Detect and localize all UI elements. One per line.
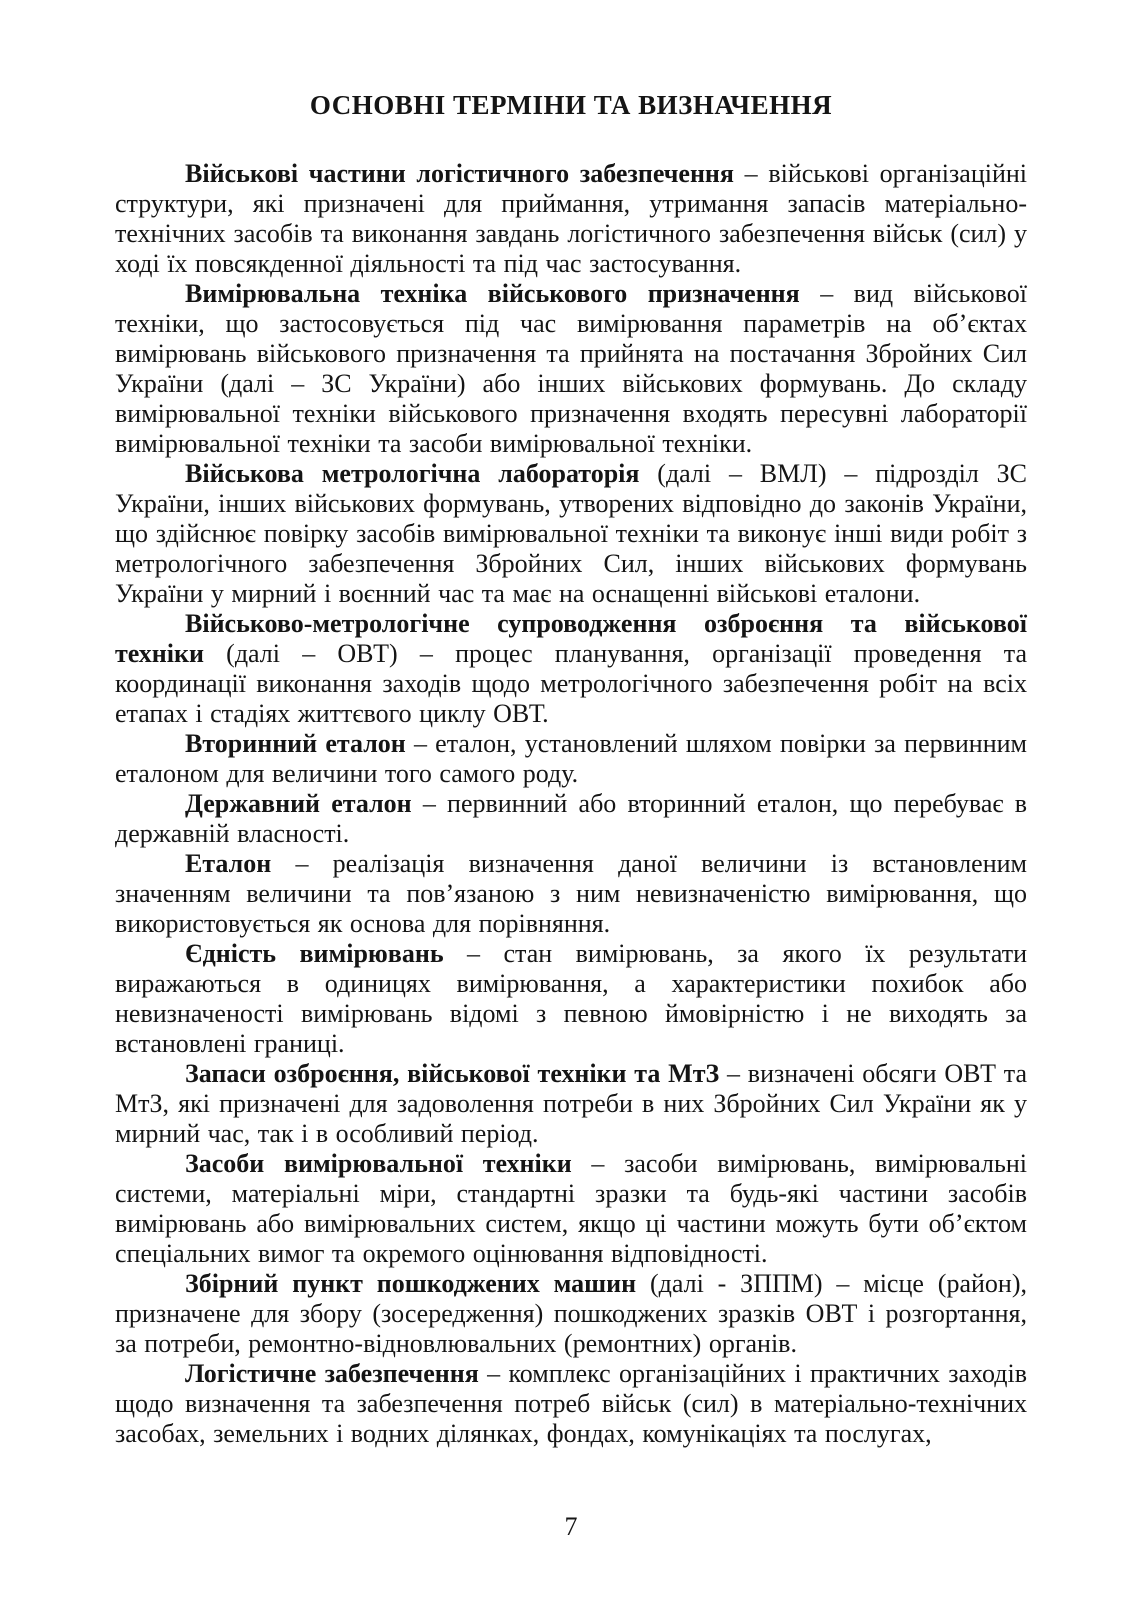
page-title: ОСНОВНІ ТЕРМІНИ ТА ВИЗНАЧЕННЯ	[309, 90, 833, 120]
term-text: Засоби вимірювальної техніки	[185, 1149, 572, 1178]
definition-paragraph	[115, 849, 1027, 939]
definition-text: (далі - ЗППМ) – місце (район), призначене для збору (зосередження) пошкоджених зразків ОВТ і розгортання, за потреби, ремонтно-відновлювальних (ремонтних) органів.	[115, 1269, 1027, 1358]
definition-paragraph	[115, 159, 1027, 279]
term-text: Вимірювальна техніка військового призначення	[185, 279, 800, 308]
definition-paragraph	[115, 609, 1027, 729]
definition-paragraph	[115, 939, 1027, 1059]
definition-paragraph	[115, 789, 1027, 849]
definition-paragraph	[115, 1359, 1027, 1449]
definition-text: – вид військової техніки, що застосовується під час вимірювання параметрів на об’єктах вимірювань військового призначення та прийнята на постачання Збройних Сил України (далі – ЗС України) або інших військових формувань. До складу вимірювальної техніки військового призначення входять пересувні лабораторії вимірювальної техніки та засоби вимірювальної техніки.	[115, 279, 1027, 458]
text-block	[115, 90, 1027, 1449]
definition-text: – реалізація визначення даної величини із встановленим значенням величини та пов’язаною з ним невизначеністю вимірювання, що використовується як основа для порівняння.	[115, 849, 1027, 938]
definition-text: – військові організаційні структури, які призначені для приймання, утримання запасів матеріально-технічних засобів та виконання завдань логістичного забезпечення військ (сил) у ході їх повсякденної діяльності та під час застосування.	[115, 159, 1028, 278]
term-text: Військові частини логістичного забезпечення	[185, 159, 734, 188]
definition-text: – визначені обсяги ОВТ та МтЗ, які призначені для задоволення потреби в них Збройних Сил України як у мирний час, так і в особливий період.	[115, 1059, 1027, 1148]
definition-text: – еталон, установлений шляхом повірки за первинним еталоном для величини того самого роду.	[115, 729, 1027, 788]
definition-paragraph	[115, 459, 1027, 609]
term-text: Єдність вимірювань	[185, 939, 444, 968]
definition-text: – комплекс організаційних і практичних заходів щодо визначення та забезпечення потреб військ (сил) в матеріально-технічних засобах, земельних і водних ділянках, фондах, комунікаціях та послугах,	[115, 1359, 1028, 1448]
term-text: Запаси озброєння, військової техніки та МтЗ	[185, 1059, 720, 1088]
definition-paragraph	[115, 279, 1027, 459]
page-number: 7	[564, 1512, 578, 1541]
definition-paragraph	[115, 1149, 1027, 1269]
term-text: Вторинний еталон	[185, 729, 406, 758]
definition-text: (далі – ВМЛ) – підрозділ ЗС України, інших військових формувань, утворених відповідно до законів України, що здійснює повірку засобів вимірювальної техніки та виконує інші види робіт з метрологічного забезпечення Збройних Сил, інших військових формувань України у мирний і воєнний час та має на оснащенні військові еталони.	[115, 459, 1027, 608]
term-text: Збірний пункт пошкоджених машин	[185, 1269, 637, 1298]
definition-paragraph	[115, 729, 1027, 789]
definition-text: – стан вимірювань, за якого їх результати виражаються в одиницях вимірювання, а характеристики похибок або невизначеності вимірювань відомі з певною ймовірністю і не виходять за встановлені границі.	[115, 939, 1027, 1058]
term-text: Військово-метрологічне супроводження озброєння та військової техніки	[115, 609, 1027, 668]
definition-paragraph	[115, 1269, 1027, 1359]
definition-text: – первинний або вторинний еталон, що перебуває в державній власності.	[115, 789, 1027, 848]
term-text: Військова метрологічна лабораторія	[185, 459, 640, 488]
definition-text: (далі – ОВТ) – процес планування, організації проведення та координації виконання заходів щодо метрологічного забезпечення робіт на всіх етапах і стадіях життєвого циклу ОВТ.	[115, 639, 1027, 728]
definition-paragraph	[115, 1059, 1027, 1149]
term-text: Еталон	[185, 849, 272, 878]
term-text: Державний еталон	[185, 789, 412, 818]
term-text: Логістичне забезпечення	[185, 1359, 479, 1388]
definition-text: – засоби вимірювань, вимірювальні системи, матеріальні міри, стандартні зразки та будь-які частини засобів вимірювань або вимірювальних систем, якщо ці частини можуть бути об’єктом спеціальних вимог та окремого оцінювання відповідності.	[115, 1149, 1027, 1268]
